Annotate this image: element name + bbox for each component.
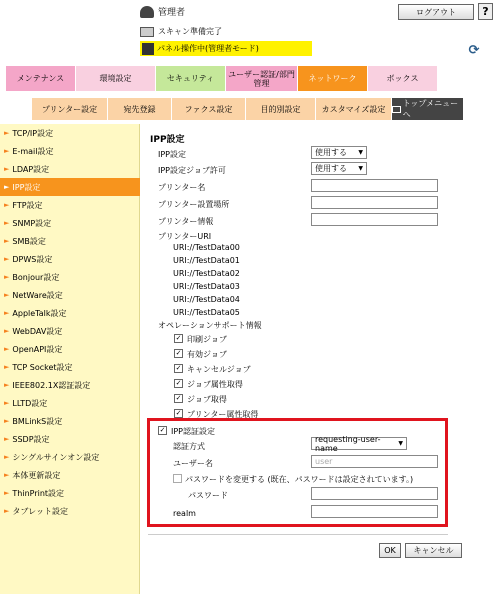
tab-maintenance[interactable]: メンテナンス xyxy=(6,66,76,91)
op-label: ジョブ取得 xyxy=(187,395,227,404)
arrow-right-icon: ► xyxy=(4,219,10,227)
arrow-right-icon: ► xyxy=(4,129,10,137)
arrow-right-icon: ► xyxy=(4,237,10,245)
ipp-job-value: 使用する xyxy=(315,164,347,173)
tab-security[interactable]: セキュリティ xyxy=(156,66,226,91)
change-password-checkbox[interactable] xyxy=(173,474,182,483)
menu-icon xyxy=(392,106,401,113)
ipp-auth-checkbox[interactable]: ✓ xyxy=(159,426,166,434)
sidebar-item-label: WebDAV設定 xyxy=(12,326,63,336)
ipp-job-select[interactable] xyxy=(311,162,367,175)
sidebar-item[interactable] xyxy=(0,358,140,376)
panel-status xyxy=(140,41,312,56)
arrow-right-icon: ► xyxy=(4,309,10,317)
username-input[interactable] xyxy=(311,455,438,468)
sidebar-item[interactable] xyxy=(0,394,140,412)
tab-customize[interactable]: カスタマイズ設定 xyxy=(316,98,392,120)
arrow-right-icon: ► xyxy=(4,417,10,425)
arrow-right-icon: ► xyxy=(4,489,10,497)
sidebar-item-label: E-mail設定 xyxy=(12,146,54,156)
username-label: ユーザー名 xyxy=(173,459,213,468)
arrow-right-icon: ► xyxy=(4,255,10,263)
uri-item: URI://TestData03 xyxy=(173,282,240,291)
printer-info-input[interactable] xyxy=(311,213,438,226)
dropdown-arrow-icon: ▼ xyxy=(358,149,363,156)
sidebar-item-label: IPP設定 xyxy=(12,182,41,192)
sidebar-item[interactable] xyxy=(0,286,140,304)
panel-status-text: パネル操作中(管理者モード) xyxy=(157,44,259,53)
tab-purpose-settings[interactable]: 目的別設定 xyxy=(246,98,316,120)
sidebar-item[interactable] xyxy=(0,250,140,268)
cancel-button[interactable]: キャンセル xyxy=(405,543,462,558)
arrow-right-icon: ► xyxy=(4,183,10,191)
password-input[interactable] xyxy=(311,487,438,500)
sidebar-item-label: Bonjour設定 xyxy=(12,272,60,282)
auth-method-value: requesting-user-name xyxy=(315,434,381,453)
top-menu-button[interactable] xyxy=(392,98,464,120)
sidebar-item[interactable] xyxy=(0,304,140,322)
sidebar-item[interactable] xyxy=(0,268,140,286)
printer-uri-label: プリンターURI xyxy=(158,232,212,241)
password-label: パスワード xyxy=(188,491,228,500)
arrow-right-icon: ► xyxy=(4,147,10,155)
op-label: プリンター属性取得 xyxy=(187,410,259,419)
tab-printer-settings[interactable]: プリンター設定 xyxy=(32,98,108,120)
sidebar-item[interactable] xyxy=(0,124,140,142)
tab-user-auth[interactable]: ユーザー認証/部門管理 xyxy=(226,66,298,91)
sidebar-item[interactable] xyxy=(0,376,140,394)
sidebar-item-label: AppleTalk設定 xyxy=(12,308,67,318)
uri-item: URI://TestData00 xyxy=(173,243,240,252)
arrow-right-icon: ► xyxy=(4,363,10,371)
arrow-right-icon: ► xyxy=(4,435,10,443)
op-label: 有効ジョブ xyxy=(187,350,227,359)
tab-box[interactable]: ボックス xyxy=(368,66,438,91)
sidebar-item[interactable] xyxy=(0,430,140,448)
sidebar-item[interactable] xyxy=(0,178,140,196)
sidebar-item-label: タブレット設定 xyxy=(12,506,68,516)
scanner-icon xyxy=(140,27,154,37)
auth-method-label: 認証方式 xyxy=(173,442,205,451)
op-label: ジョブ属性取得 xyxy=(187,380,243,389)
printer-name-label: プリンター名 xyxy=(158,183,206,192)
sidebar-item-label: 本体更新設定 xyxy=(12,470,61,480)
uri-item: URI://TestData02 xyxy=(173,269,240,278)
sidebar-item[interactable] xyxy=(0,322,140,340)
sidebar-item[interactable] xyxy=(0,214,140,232)
sidebar-item-label: SMB設定 xyxy=(12,236,46,246)
scan-status-text: スキャン準備完了 xyxy=(158,27,222,36)
ipp-job-label: IPP設定ジョブ許可 xyxy=(158,166,226,175)
scan-status xyxy=(140,26,222,37)
sidebar-item-label: BMLinkS設定 xyxy=(12,416,63,426)
realm-input[interactable] xyxy=(311,505,438,518)
ok-button[interactable]: OK xyxy=(379,543,401,558)
sidebar-item-label: NetWare設定 xyxy=(12,290,63,300)
op-checkbox[interactable]: ✓ xyxy=(175,349,182,357)
page-title: IPP設定 xyxy=(150,135,185,145)
sidebar-item[interactable] xyxy=(0,466,140,484)
op-checkbox[interactable]: ✓ xyxy=(175,379,182,387)
realm-label: realm xyxy=(173,509,196,518)
sidebar-item-label: IEEE802.1X認証設定 xyxy=(12,380,91,390)
printer-location-label: プリンター設置場所 xyxy=(158,200,230,209)
tab-address[interactable]: 宛先登録 xyxy=(108,98,172,120)
sidebar-item-label: TCP Socket設定 xyxy=(12,362,73,372)
ipp-auth-label: IPP認証設定 xyxy=(171,427,216,436)
op-label: 印刷ジョブ xyxy=(187,335,227,344)
op-checkbox[interactable]: ✓ xyxy=(175,364,182,372)
sidebar-item[interactable] xyxy=(0,160,140,178)
logout-button[interactable]: ログアウト xyxy=(398,4,474,20)
top-menu-label: トップメニューへ xyxy=(402,99,459,119)
dropdown-arrow-icon: ▼ xyxy=(398,440,403,447)
sidebar-item[interactable] xyxy=(0,142,140,160)
ipp-setting-select[interactable] xyxy=(311,146,367,159)
sidebar-item-label: SSDP設定 xyxy=(12,434,50,444)
tab-network[interactable]: ネットワーク xyxy=(298,66,368,91)
arrow-right-icon: ► xyxy=(4,507,10,515)
uri-item: URI://TestData04 xyxy=(173,295,240,304)
sidebar-item-label: OpenAPI設定 xyxy=(12,344,63,354)
sidebar-item[interactable] xyxy=(0,412,140,430)
op-support-label: オペレーションサポート情報 xyxy=(158,321,262,330)
user-icon xyxy=(140,6,154,18)
sidebar-item[interactable] xyxy=(0,502,140,520)
op-checkbox[interactable]: ✓ xyxy=(175,409,182,417)
sidebar-item[interactable] xyxy=(0,484,140,502)
arrow-right-icon: ► xyxy=(4,453,10,461)
sidebar-item-label: SNMP設定 xyxy=(12,218,52,228)
tab-fax-settings[interactable]: ファクス設定 xyxy=(172,98,246,120)
op-label: キャンセルジョブ xyxy=(187,365,251,374)
sidebar-item-label: LLTD設定 xyxy=(12,398,48,408)
arrow-right-icon: ► xyxy=(4,381,10,389)
op-checkbox[interactable]: ✓ xyxy=(175,334,182,342)
sidebar-item-label: LDAP設定 xyxy=(12,164,50,174)
divider xyxy=(148,534,448,535)
ipp-setting-value: 使用する xyxy=(315,148,347,157)
sidebar-item-label: DPWS設定 xyxy=(12,254,53,264)
sidebar-item[interactable] xyxy=(0,196,140,214)
ipp-setting-label: IPP設定 xyxy=(158,150,187,159)
uri-item: URI://TestData05 xyxy=(173,308,240,317)
arrow-right-icon: ► xyxy=(4,471,10,479)
sidebar-item-label: FTP設定 xyxy=(12,200,43,210)
change-password-label: パスワードを変更する (既在、パスワードは設定されています。) xyxy=(185,475,414,484)
sidebar-item-label: シングルサインオン設定 xyxy=(12,452,100,462)
arrow-right-icon: ► xyxy=(4,273,10,281)
arrow-right-icon: ► xyxy=(4,201,10,209)
printer-name-input[interactable] xyxy=(311,179,438,192)
refresh-icon[interactable]: ⟳ xyxy=(468,43,480,58)
arrow-right-icon: ► xyxy=(4,327,10,335)
username-placeholder: user xyxy=(315,457,333,466)
sidebar-item-label: ThinPrint設定 xyxy=(12,488,65,498)
sidebar-item[interactable] xyxy=(0,340,140,358)
sidebar-item-label: TCP/IP設定 xyxy=(12,128,54,138)
user-label: 管理者 xyxy=(158,8,186,18)
tab-environment[interactable]: 環境設定 xyxy=(76,66,156,91)
sidebar-item[interactable] xyxy=(0,232,140,250)
arrow-right-icon: ► xyxy=(4,345,10,353)
dropdown-arrow-icon: ▼ xyxy=(358,165,363,172)
uri-item: URI://TestData01 xyxy=(173,256,240,265)
sidebar-item[interactable] xyxy=(0,448,140,466)
arrow-right-icon: ► xyxy=(4,291,10,299)
arrow-right-icon: ► xyxy=(4,399,10,407)
printer-info-label: プリンター情報 xyxy=(158,217,214,226)
printer-location-input[interactable] xyxy=(311,196,438,209)
help-button[interactable]: ? xyxy=(478,3,493,20)
lock-panel-icon xyxy=(142,43,154,55)
user-indicator xyxy=(140,5,185,18)
auth-method-select[interactable] xyxy=(311,434,407,453)
op-checkbox[interactable]: ✓ xyxy=(175,394,182,402)
arrow-right-icon: ► xyxy=(4,165,10,173)
